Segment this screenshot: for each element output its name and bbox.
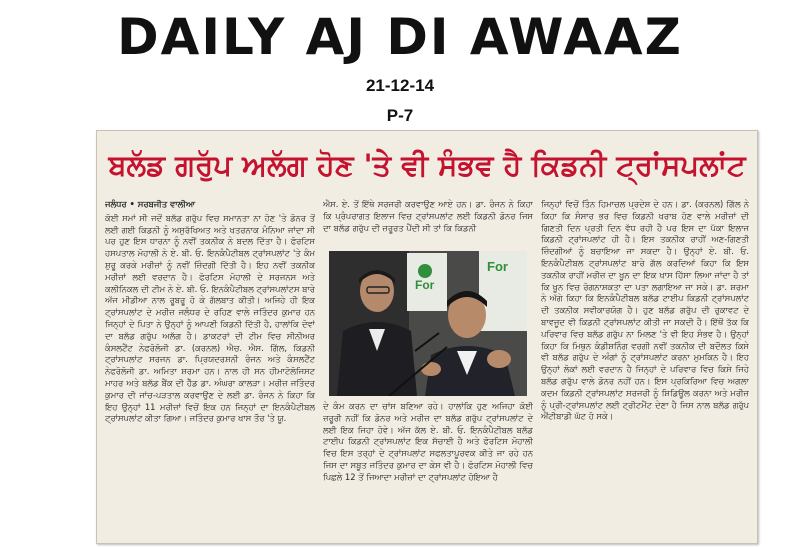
column-3-text: ਜਿਨ੍ਹਾਂ ਵਿਚੋਂ ਤਿੰਨ ਹਿਮਾਚਲ ਪ੍ਰਦੇਸ਼ ਦੇ ਹਨ। ਡਾ. (ਕਰਨਲ) ਗਿੱਲ ਨੇ ਕਿਹਾ ਕਿ ਸੰਸਾਰ ਭਰ ਵਿਚ ਕਿਡਨੀ ਖਰਾਬ ਹੋਣ ਵਾਲੇ ਮਰੀਜ਼ਾਂ ਦੀ ਗਿਣਤੀ ਦਿਨ ਪ੍ਰਤੀ ਦਿਨ ਵੱਧ ਰਹੀ ਹੈ ਪਰ ਇਸ ਦਾ ਪੱਕਾ ਇਲਾਜ ਕਿਡਨੀ ਟ੍ਰਾਂਸਪਲਾਂਟ ਹੀ ਹੈ। ਇਸ ਤਕਨੀਕ ਰਾਹੀਂ ਅਣ-ਗਿਣਤੀ ਜ਼ਿੰਦਗੀਆਂ ਨੂੰ ਬਚਾਇਆ ਜਾ ਸਕਦਾ ਹੈ। ਉਨ੍ਹਾਂ ਏ. ਬੀ. ਓ. ਇਨਕੰਪੈਟੀਬਲ ਟ੍ਰਾਂਸਪਲਾਂਟ ਬਾਰੇ ਗੱਲ ਕਰਦਿਆਂ ਕਿਹਾ ਕਿ ਇਸ ਤਕਨੀਕ ਰਾਹੀਂ ਮਰੀਜ਼ ਦਾ ਖੂਨ ਦਾ ਇਕ ਖਾਸ ਹਿੱਸਾ ਲਿਆ ਜਾਂਦਾ ਹੈ ਤਾਂ ਕਿ ਖੂਨ ਵਿਚ ਰੋਗਨਾਸ਼ਕਤਾ ਦਾ ਪਤਾ ਲਗਾਇਆ ਜਾ ਸਕੇ। ਡਾ. ਸ਼ਰਮਾ ਨੇ ਅੱਗੇ ਕਿਹਾ ਕਿ ਇਨਕੰਪੈਟੀਬਲ ਬਲੱਡ ਟਾਈਪ ਕਿਡਨੀ ਟ੍ਰਾਂਸਪਲਾਂਟ ਦੀ ਤਕਨੀਕ ਸਵੀਕਾਰਯੋਗ ਹੈ। ਹੁਣ ਬਲੱਡ ਗਰੁੱਪ ਦੀ ਰੁਕਾਵਟ ਦੇ ਬਾਵਜੂਦ ਵੀ ਕਿਡਨੀ ਟ੍ਰਾਂਸਪਲਾਂਟ ਕੀਤੀ ਜਾ ਸਕਦੀ ਹੈ। ਇੱਥੋਂ ਤੱਕ ਕਿ ਪਰਿਵਾਰ ਵਿਚ ਬਲੱਡ ਗਰੁੱਪ ਨਾ ਮਿਲਣ 'ਤੇ ਵੀ ਇਹ ਸੰਭਵ ਹੈ। ਉਨ੍ਹਾਂ ਕਿਹਾ ਕਿ ਮਿਥੁਨ ਕੰਡੀਸ਼ਨਿੰਗ ਵਰਗੀ ਨਵੀਂ ਤਕਨੀਕ ਦੀ ਬਦੌਲਤ ਕਿਸੇ ਵੀ ਬਲੱਡ ਗਰੁੱਪ ਦੇ ਅੰਗਾਂ ਨੂੰ ਟ੍ਰਾਂਸਪਲਾਂਟ ਕਰਨਾ ਮੁਮਕਿਨ ਹੈ। ਇਹ ਉਨ੍ਹਾਂ ਲੋਕਾਂ ਲਈ ਵਰਦਾਨ ਹੈ ਜਿਨ੍ਹਾਂ ਦੇ ਪਰਿਵਾਰ ਵਿਚ ਕਿਸੇ ਜਿਹੇ ਬਲੱਡ ਗਰੁੱਪ ਵਾਲੇ ਡੋਨਰ ਨਹੀਂ ਹਨ। ਇਸ ਪ੍ਰਕਿਰਿਆ ਵਿਚ ਅਗਲਾ ਕਦਮ ਕਿਡਨੀ ਟ੍ਰਾਂਸਪਲਾਂਟ ਸਰਜਰੀ ਨੂੰ ਸ਼ਿਡਿਊਲ ਕਰਨਾ ਅਤੇ ਮਰੀਜ਼ ਨੂੰ ਪ੍ਰੀ-ਟ੍ਰਾਂਸਪਲਾਂਟ ਲਈ ਟ੍ਰੀਟਮੈਂਟ ਦੇਣਾ ਹੈ ਜਿਸ ਨਾਲ ਬਲੱਡ ਗਰੁੱਪ ਐਂਟੀਬਾਡੀ ਘੱਟ ਹੋ ਸਕੇ। bbox=[541, 199, 749, 422]
masthead-title: DAILY AJ DI AWAAZ bbox=[117, 8, 683, 66]
press-conference-photo bbox=[329, 251, 527, 396]
news-clipping bbox=[96, 130, 758, 544]
photo-illustration bbox=[329, 251, 527, 396]
page-number: P-7 bbox=[386, 106, 414, 125]
publication-date: 21-12-14 bbox=[365, 76, 435, 95]
article-headline: ਬਲੱਡ ਗਰੁੱਪ ਅਲੱਗ ਹੋਣ 'ਤੇ ਵੀ ਸੰਭਵ ਹੈ ਕਿਡਨੀ ਟ੍ਰਾਂਸਪਲਾਂਟ bbox=[108, 148, 746, 182]
column-1-text: ਕੋਈ ਸਮਾਂ ਸੀ ਜਦੋਂ ਬਲੱਡ ਗਰੁੱਪ ਵਿਚ ਸਮਾਨਤਾ ਨਾ ਹੋਣ 'ਤੇ ਡੋਨਰ ਤੋਂ ਲਈ ਗਈ ਕਿਡਨੀ ਨੂੰ ਅਸੁਰੱਖਿਅਤ ਅਤੇ ਖਤਰਨਾਕ ਮੰਨਿਆ ਜਾਂਦਾ ਸੀ ਪਰ ਹੁਣ ਇਸ ਧਾਰਨਾ ਨੂੰ ਨਵੀਂ ਤਕਨੀਕ ਨੇ ਬਦਲ ਦਿੱਤਾ ਹੈ। ਫੋਰਟਿਸ ਹਸਪਤਾਲ ਮੋਹਾਲੀ ਨੇ ਏ. ਬੀ. ਓ. ਇਨਕੰਪੈਟੀਬਲ ਟ੍ਰਾਂਸਪਲਾਂਟ 'ਤੇ ਕੰਮ ਸ਼ੁਰੂ ਕਰਕੇ ਮਰੀਜ਼ਾਂ ਨੂੰ ਨਵੀਂ ਜ਼ਿੰਦਗੀ ਦਿੱਤੀ ਹੈ। ਇਹ ਨਵੀਂ ਤਕਨੀਕ ਮਰੀਜ਼ਾਂ ਲਈ ਵਰਦਾਨ ਹੈ। ਫੋਰਟਿਸ ਮੋਹਾਲੀ ਦੇ ਸਰਜਨਸ ਅਤੇ ਕਲੀਨਿਕਲ ਦੀ ਟੀਮ ਨੇ ਏ. ਬੀ. ਓ. ਇਨਕੰਪੈਟੀਬਲ ਟ੍ਰਾਂਸਪਲਾਂਟਸ ਬਾਰੇ ਅੱਜ ਮੀਡੀਆ ਨਾਲ ਰੂਬਰੂ ਹੋ ਕੇ ਗੱਲਬਾਤ ਕੀਤੀ। ਅਜਿਹੇ ਹੀ ਇਕ ਟ੍ਰਾਂਸਪਲਾਂਟ ਦੇ ਮਰੀਜ਼ ਜਲੰਧਰ ਦੇ ਰਹਿਣ ਵਾਲੇ ਜਤਿੰਦਰ ਕੁਮਾਰ ਹਨ ਜਿਨ੍ਹਾਂ ਦੇ ਪਿਤਾ ਨੇ ਉਨ੍ਹਾਂ ਨੂੰ ਆਪਣੀ ਕਿਡਨੀ ਦਿੱਤੀ ਹੈ, ਹਾਲਾਂਕਿ ਦੋਵਾਂ ਦਾ ਬਲੱਡ ਗਰੁੱਪ ਅਲੱਗ ਹੈ। ਡਾਕਟਰਾਂ ਦੀ ਟੀਮ ਵਿਚ ਸੀਨੀਅਰ ਕੰਸਲਟੈਂਟ ਨੇਫਰੋਲੋਜੀ ਡਾ. (ਕਰਨਲ) ਐਚ. ਐਸ. ਗਿੱਲ, ਕਿਡਨੀ ਟ੍ਰਾਂਸਪਲਾਂਟ ਸਰਜਨ ਡਾ. ਪ੍ਰਿਯਦਰਸ਼ਨੀ ਰੰਜਨ ਅਤੇ ਕੰਸਲਟੈਂਟ ਨੇਫਰੋਲੋਜੀ ਡਾ. ਅਮਿਤਾ ਸ਼ਰਮਾ ਹਨ। ਨਾਲ ਹੀ ਸਨ ਹੀਮਾਟੋਲੋਜਿਸਟ ਮਾਹਰ ਅਤੇ ਬਲੱਡ ਬੈਂਕ ਦੀ ਹੈੱਡ ਡਾ. ਅੰਘਰਾ ਕਾਲੜਾ। ਮਰੀਜ਼ ਜਤਿੰਦਰ ਕੁਮਾਰ ਦੀ ਜਾਂਚ-ਪੜਤਾਲ ਕਰਵਾਉਣ ਦੇ ਲਈ ਡਾ. ਰੰਜਨ ਨੇ ਕਿਹਾ ਕਿ ਇਹ ਉਨ੍ਹਾਂ 11 ਮਰੀਜ਼ਾਂ ਵਿਚੋਂ ਇਕ ਹਨ ਜਿਨ੍ਹਾਂ ਦਾ ਇਨਕੰਪੈਟੀਬਲ ਟ੍ਰਾਂਸਪਲਾਂਟ ਕੀਤਾ ਗਿਆ। ਜਤਿੰਦਰ ਕੁਮਾਰ ਖਾਸ ਤੌਰ 'ਤੇ ਯੂ. bbox=[105, 212, 315, 424]
column-2-bottom-text: ਦੇ ਕੰਮ ਕਰਨ ਦਾ ਚਾਂਸ ਬਣਿਆ ਰਹੇ। ਹਾਲਾਂਕਿ ਹੁਣ ਅਜਿਹਾ ਕੋਈ ਜ਼ਰੂਰੀ ਨਹੀਂ ਕਿ ਡੋਨਰ ਅਤੇ ਮਰੀਜ਼ ਦਾ ਬਲੱਡ ਗਰੁੱਪ ਟ੍ਰਾਂਸਪਲਾਂਟ ਦੇ ਲਈ ਇਕ ਜਿਹਾ ਹੋਵੇ। ਅੱਜ ਕੱਲ ਏ. ਬੀ. ਓ. ਇਨਕੰਪੈਟੀਬਲ ਬਲੱਡ ਟਾਈਪ ਕਿਡਨੀ ਟ੍ਰਾਂਸਪਲਾਂਟ ਇਕ ਸੱਚਾਈ ਹੈ ਅਤੇ ਫੋਰਟਿਸ ਮੋਹਾਲੀ ਵਿਚ ਇਸ ਤਰ੍ਹਾਂ ਦੇ ਟ੍ਰਾਂਸਪਲਾਂਟ ਸਫਲਤਾਪੂਰਵਕ ਕੀਤੇ ਜਾ ਰਹੇ ਹਨ ਜਿਸ ਦਾ ਸਬੂਤ ਜਤਿੰਦਰ ਕੁਮਾਰ ਦਾ ਕੇਸ ਵੀ ਹੈ। ਫੋਰਟਿਸ ਮੋਹਾਲੀ ਵਿਚ ਪਿਛਲੇ 12 ਤੋਂ ਜਿਆਦਾ ਮਰੀਜ਼ਾਂ ਦਾ ਟ੍ਰਾਂਸਪਲਾਂਟ ਹੋਇਆ ਹੈ bbox=[323, 401, 533, 482]
banner-text-right: For bbox=[487, 259, 508, 274]
article-byline: ਜਲੰਧਰ • ਸਰਬਜੀਤ ਵਾਲੀਆ bbox=[105, 199, 195, 209]
article-column-3 bbox=[541, 199, 749, 539]
column-2-top-text: ਐਸ. ਏ. ਤੋਂ ਇੱਥੇ ਸਰਜਰੀ ਕਰਵਾਉਣ ਆਏ ਹਨ। ਡਾ. ਰੰਜਨ ਨੇ ਕਿਹਾ ਕਿ ਪ੍ਰੰਪਰਾਗਤ ਇਲਾਜ ਵਿਚ ਟ੍ਰਾਂਸਪਲਾਂਟ ਲਈ ਕਿਡਨੀ ਡੋਨਰ ਜਿਸ ਦਾ ਬਲੱਡ ਗਰੁੱਪ ਦੀ ਜ਼ਰੂਰਤ ਪੈਂਦੀ ਸੀ ਤਾਂ ਕਿ ਕਿਡਨੀ bbox=[323, 199, 533, 233]
article-column-1 bbox=[105, 199, 315, 539]
raised-hand bbox=[487, 350, 511, 368]
banner-text-left: For bbox=[415, 278, 435, 292]
